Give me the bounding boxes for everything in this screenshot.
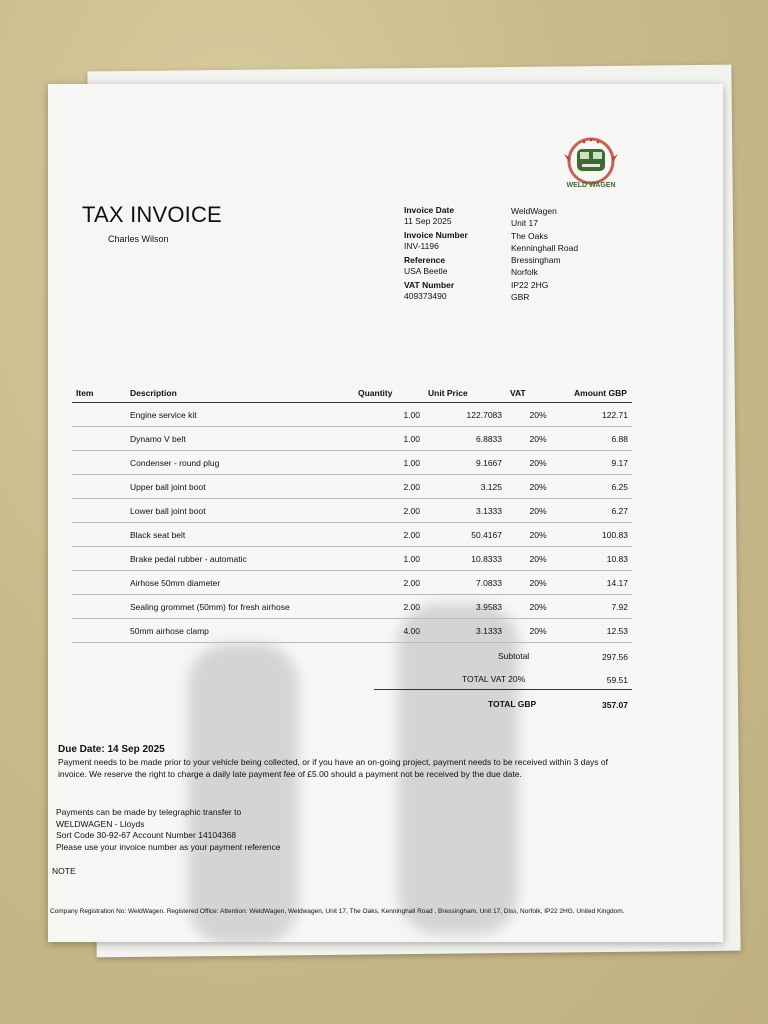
totals-divider [374, 689, 632, 690]
table-row [72, 595, 632, 619]
invoice-meta [404, 205, 468, 305]
quantity-cell: 2.00 [354, 475, 424, 499]
bank-details [56, 807, 280, 853]
column-vat: VAT [506, 386, 570, 403]
description-cell: Airhose 50mm diameter [126, 571, 354, 595]
vat-cell: 20% [506, 595, 570, 619]
bank-line: Please use your invoice number as your payment reference [56, 841, 281, 852]
amount-cell: 100.83 [570, 523, 632, 547]
amount-cell: 9.17 [570, 451, 632, 475]
invoice-date: 11 Sep 2025 [404, 215, 452, 226]
total-vat-value: 59.51 [606, 675, 628, 685]
item-cell [72, 499, 126, 523]
item-cell [72, 451, 126, 475]
quantity-cell: 1.00 [354, 547, 424, 571]
vat-cell: 20% [506, 571, 570, 595]
description-cell: Dynamo V belt [126, 427, 354, 451]
address-line: Norfolk [511, 267, 538, 278]
table-row [72, 547, 632, 571]
unit-price-cell: 3.125 [424, 475, 506, 499]
column-quantity: Quantity [354, 386, 424, 403]
amount-cell: 6.27 [570, 499, 632, 523]
hand-shadow [188, 644, 298, 942]
table-row [72, 427, 632, 451]
column-unit-price: Unit Price [424, 386, 506, 403]
invoice-date-label: Invoice Date [404, 205, 455, 215]
quantity-cell: 1.00 [354, 451, 424, 475]
table-row [72, 571, 632, 595]
address-line: IP22 2HG [511, 279, 549, 290]
vat-number: 409373490 [404, 290, 447, 301]
amount-cell: 7.92 [570, 595, 632, 619]
amount-cell: 12.53 [570, 619, 632, 643]
unit-price-cell: 3.1333 [424, 619, 506, 643]
invoice-page [48, 84, 723, 942]
subtotal-value: 297.56 [602, 652, 628, 662]
unit-price-cell: 10.8333 [424, 547, 506, 571]
vat-cell: 20% [506, 523, 570, 547]
description-cell: Upper ball joint boot [126, 475, 354, 499]
customer-name: Charles Wilson [108, 234, 169, 244]
svg-text:WELD WAGEN: WELD WAGEN [566, 182, 616, 189]
description-cell: Brake pedal rubber - automatic [126, 547, 354, 571]
vat-cell: 20% [506, 451, 570, 475]
address-line: GBR [511, 292, 530, 303]
total-vat-label: TOTAL VAT 20% [462, 674, 526, 684]
due-date: Due Date: 14 Sep 2025 [58, 744, 165, 755]
vat-cell: 20% [506, 427, 570, 451]
reference-label: Reference [404, 255, 446, 265]
total-label: TOTAL GBP [488, 699, 537, 709]
item-cell [72, 571, 126, 595]
unit-price-cell: 7.0833 [424, 571, 506, 595]
table-row [72, 499, 632, 523]
description-cell: Lower ball joint boot [126, 499, 354, 523]
amount-cell: 122.71 [570, 403, 632, 427]
invoice-number: INV-1196 [404, 240, 439, 251]
address-line: WeldWagen [511, 206, 557, 216]
item-cell [72, 427, 126, 451]
quantity-cell: 4.00 [354, 619, 424, 643]
total-value: 357.07 [602, 700, 628, 710]
address-line: Unit 17 [511, 218, 538, 229]
column-description: Description [126, 386, 354, 403]
unit-price-cell: 6.8833 [424, 427, 506, 451]
vat-cell: 20% [506, 475, 570, 499]
table-row [72, 403, 632, 427]
quantity-cell: 2.00 [354, 571, 424, 595]
quantity-cell: 2.00 [354, 595, 424, 619]
vat-cell: 20% [506, 619, 570, 643]
bank-line: WELDWAGEN - Lloyds [56, 818, 145, 829]
line-items-table [72, 386, 632, 643]
amount-cell: 14.17 [570, 571, 632, 595]
description-cell: Black seat belt [126, 523, 354, 547]
quantity-cell: 1.00 [354, 403, 424, 427]
item-cell [72, 475, 126, 499]
vat-cell: 20% [506, 547, 570, 571]
quantity-cell: 1.00 [354, 427, 424, 451]
unit-price-cell: 122.7083 [424, 403, 506, 427]
table-row [72, 523, 632, 547]
amount-cell: 6.25 [570, 475, 632, 499]
vat-cell: 20% [506, 403, 570, 427]
table-row [72, 475, 632, 499]
item-cell [72, 595, 126, 619]
payment-terms: Payment needs to be made prior to your vehicle being collected, or if you have an on-going project, payment needs to be received within 3 days of invoice. We reserve the right to charge a daily late payment fee of £5.00 should a payment not be received by the due date. [58, 757, 608, 779]
note-label: NOTE [52, 866, 76, 876]
van-icon [560, 132, 622, 194]
item-cell [72, 523, 126, 547]
table-row [72, 451, 632, 475]
description-cell: 50mm airhose clamp [126, 619, 354, 643]
bank-line: Payments can be made by telegraphic transfer to [56, 807, 242, 817]
reference: USA Beetle [404, 265, 448, 276]
vat-number-label: VAT Number [404, 280, 455, 290]
description-cell: Sealing grommet (50mm) for fresh airhose [126, 595, 354, 619]
company-address [511, 205, 578, 303]
column-amount: Amount GBP [570, 386, 632, 403]
vat-cell: 20% [506, 499, 570, 523]
address-line: The Oaks [511, 230, 548, 241]
table-header [72, 386, 632, 403]
item-cell [72, 547, 126, 571]
unit-price-cell: 3.9583 [424, 595, 506, 619]
item-cell [72, 403, 126, 427]
amount-cell: 10.83 [570, 547, 632, 571]
table-row [72, 619, 632, 643]
amount-cell: 6.88 [570, 427, 632, 451]
unit-price-cell: 50.4167 [424, 523, 506, 547]
footer-registration: Company Registration No: WeldWagen. Registered Office: Attention: WeldWagen, Weldwagen, Unit 17, The Oaks, Kenninghall Road , Bressingham, Unit 17, Diss, Norfolk, IP22 2HG, United Kingdom. [50, 908, 625, 915]
quantity-cell: 2.00 [354, 499, 424, 523]
invoice-number-label: Invoice Number [404, 230, 468, 240]
description-cell: Condenser - round plug [126, 451, 354, 475]
subtotal-label: Subtotal [498, 651, 530, 661]
unit-price-cell: 3.1333 [424, 499, 506, 523]
address-line: Bressingham [511, 255, 561, 266]
column-item: Item [72, 386, 126, 403]
quantity-cell: 2.00 [354, 523, 424, 547]
address-line: Kenninghall Road [511, 242, 579, 253]
unit-price-cell: 9.1667 [424, 451, 506, 475]
item-cell [72, 619, 126, 643]
bank-line: Sort Code 30-92-67 Account Number 14104368 [56, 830, 237, 840]
page-title: TAX INVOICE [82, 202, 222, 227]
description-cell: Engine service kit [126, 403, 354, 427]
